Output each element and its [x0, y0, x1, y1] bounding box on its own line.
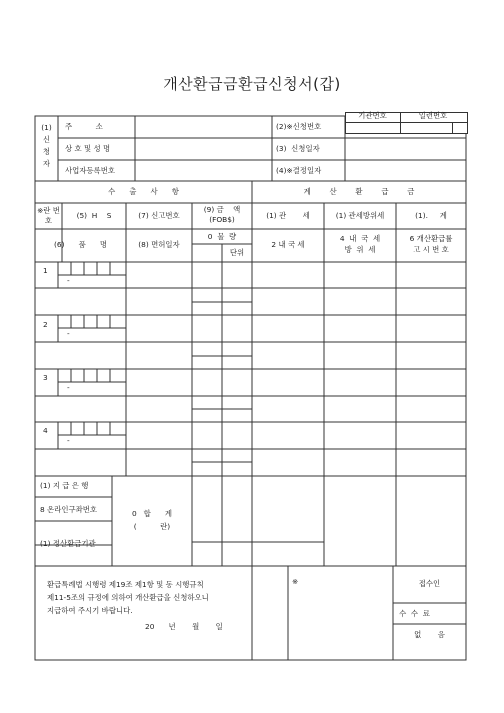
settlement-label: (1) 정산환급기관 — [40, 539, 96, 548]
col-hs-header: (5) H S — [76, 211, 112, 220]
agency-code-label: 기관번호 — [358, 111, 387, 120]
bank-label: (1) 지 급 은 행 — [40, 481, 89, 490]
col-notice-no-header: 6 개산환급률 고 시 번 호 — [409, 234, 453, 254]
application-no-label: (2)※신청번호 — [276, 122, 322, 131]
col-license-date-header: (8) 면허일자 — [138, 240, 180, 249]
col-unit-header: 단위 — [229, 248, 245, 257]
receipt-label: 접수인 — [418, 579, 441, 588]
application-date-label: (3) 신청일자 — [276, 144, 320, 153]
export-section-header: 수 출 사 항 — [108, 187, 179, 196]
online-account-label: 8 온라인구좌번호 — [40, 505, 98, 514]
statement-line-3: 지급하여 주시기 바랍니다. — [47, 606, 133, 615]
col-total-header: (1). 계 — [415, 211, 447, 220]
col-internal-tax-header: 2 내 국 세 — [271, 240, 305, 249]
address-label: 주 소 — [65, 122, 103, 131]
calc-section-header: 계 산 환 급 금 — [303, 187, 415, 196]
col-item-header: (6) 품 명 — [54, 240, 107, 249]
entry-number: 3 — [43, 373, 48, 382]
total-label: 0 합 계 — [131, 509, 173, 518]
decision-date-label: (4)※결정일자 — [276, 166, 322, 175]
statement-line-1: 환급특례법 시행령 제19조 제1항 및 동 시행규칙 — [47, 580, 204, 589]
trade-name-label: 상 호 및 성 명 — [65, 144, 111, 153]
col-quantity-header: 0 물 량 — [207, 232, 237, 241]
entry-dash: - — [67, 383, 70, 392]
applicant-label-text: (1) 신청자 — [41, 123, 52, 168]
entry-dash: - — [67, 436, 70, 445]
col-customs-duty-header: (1) 관 세 — [266, 211, 310, 220]
entry-number: 4 — [43, 426, 48, 435]
signature-date-line: 20 년 월 일 — [145, 622, 223, 631]
entry-dash: - — [67, 329, 70, 338]
form-title: 개산환급금환급신청서(갑) — [163, 75, 341, 93]
business-reg-label: 사업자등록번호 — [65, 166, 115, 175]
serial-no-label: 일련번호 — [418, 111, 448, 120]
col-internal-defense-tax-header: 4 내 국 세 방 위 세 — [339, 234, 381, 254]
statement-line-2: 제11-5조의 규정에 의하여 개산환급을 신청하오니 — [47, 593, 209, 602]
entry-number: 2 — [43, 320, 48, 329]
col-amount-header: (9) 금 액 (FOB$) — [203, 205, 243, 224]
col-declaration-no-header: (7) 신고번호 — [138, 211, 180, 220]
fee-label: 수 수 료 — [399, 609, 430, 618]
entry-number: 1 — [43, 266, 48, 275]
col-no-header: ※란 번호 — [37, 206, 60, 225]
entry-dash: - — [67, 276, 70, 285]
col-customs-defense-tax-header: (1) 관세방위세 — [335, 211, 385, 220]
fee-value: 없 음 — [414, 630, 445, 639]
total-sub-label: ( 란) — [133, 522, 171, 531]
remark-mark: ※ — [292, 577, 299, 586]
applicant-section-label — [35, 122, 58, 170]
